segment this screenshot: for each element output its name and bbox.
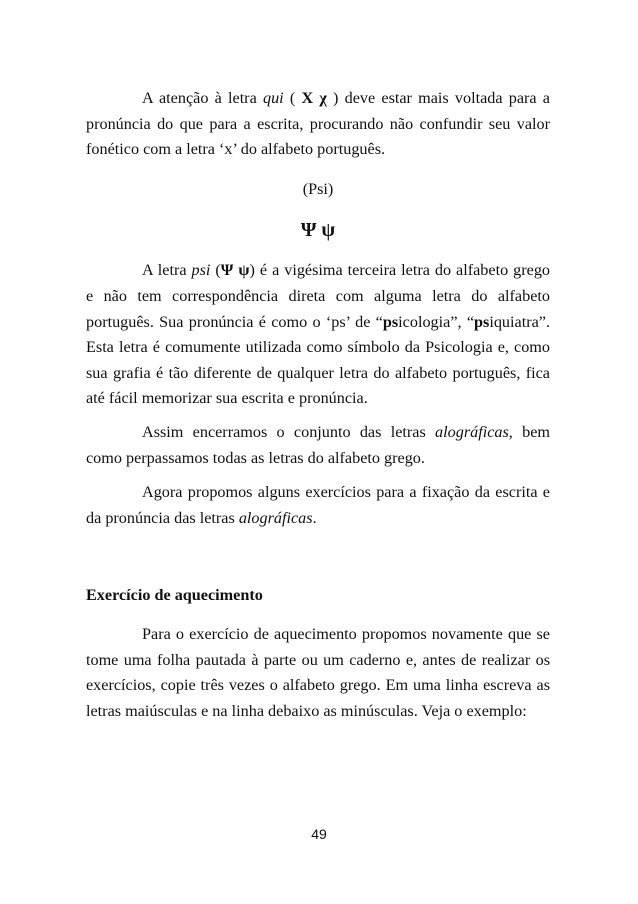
greek-chi: Χ χ [301,89,327,107]
paragraph-exercises-intro [86,480,550,531]
text: ( [210,261,221,280]
text: ) deve estar mais voltada para a pronúncia do que para a escrita, procurando não confundir seu valor fonético com a letra ‘x’ do alfabeto português. [86,89,550,159]
text: ) é a vigésima terceira letra do alfabeto grego e não tem correspondência direta com alguma letra do alfabeto português. Sua pronúncia é como o ‘ps’ de “ [86,261,551,331]
text: Assim encerramos o conjunto das letras [142,422,436,441]
text: ( [283,89,302,107]
bold-ps: ps [382,312,399,331]
greek-psi-inline: Ψ ψ [220,261,250,280]
greek-psi-glyphs: Ψ ψ [300,219,336,242]
text: A letra [142,261,192,280]
bold-ps: ps [474,312,490,331]
paragraph-psi [86,258,550,412]
letter-name-psi-inline: psi [191,261,211,280]
text: iquiatra”. Esta letra é comumente utilizada como símbolo da Psicologia e, como sua grafia é tão diferente de qualquer letra do alfabeto português, fica até fácil memorizar sua escrita e pronúncia. [86,312,551,408]
section-heading: Exercício de aquecimento [86,586,263,605]
page-body [86,86,550,724]
letter-name-qui: qui [262,89,284,107]
page-number: 49 [311,826,327,842]
paragraph-closing [86,420,550,471]
text: . [312,508,317,527]
letter-name-psi: (Psi) [302,179,334,198]
text: icologia”, “ [398,312,475,331]
italic-term: alográficas [238,508,313,527]
paragraph-warmup: Para o exercício de aquecimento propomos novamente que se tome uma folha pautada à parte ou um caderno e, antes de realizar os exercícios, copie três vezes o alfabeto grego. Em uma linha escreva as letras maiúsculas e na linha debaixo as minúsculas. Veja o exemplo: [86,624,550,720]
text: Agora propomos alguns exercícios para a fixação da escrita e da pronúncia das letras [86,483,550,527]
italic-term: alográficas [435,422,509,441]
paragraph-qui [86,86,550,163]
text: , bem como perpassamos todas as letras do alfabeto grego. [86,422,550,467]
text: A atenção à letra [142,89,263,107]
